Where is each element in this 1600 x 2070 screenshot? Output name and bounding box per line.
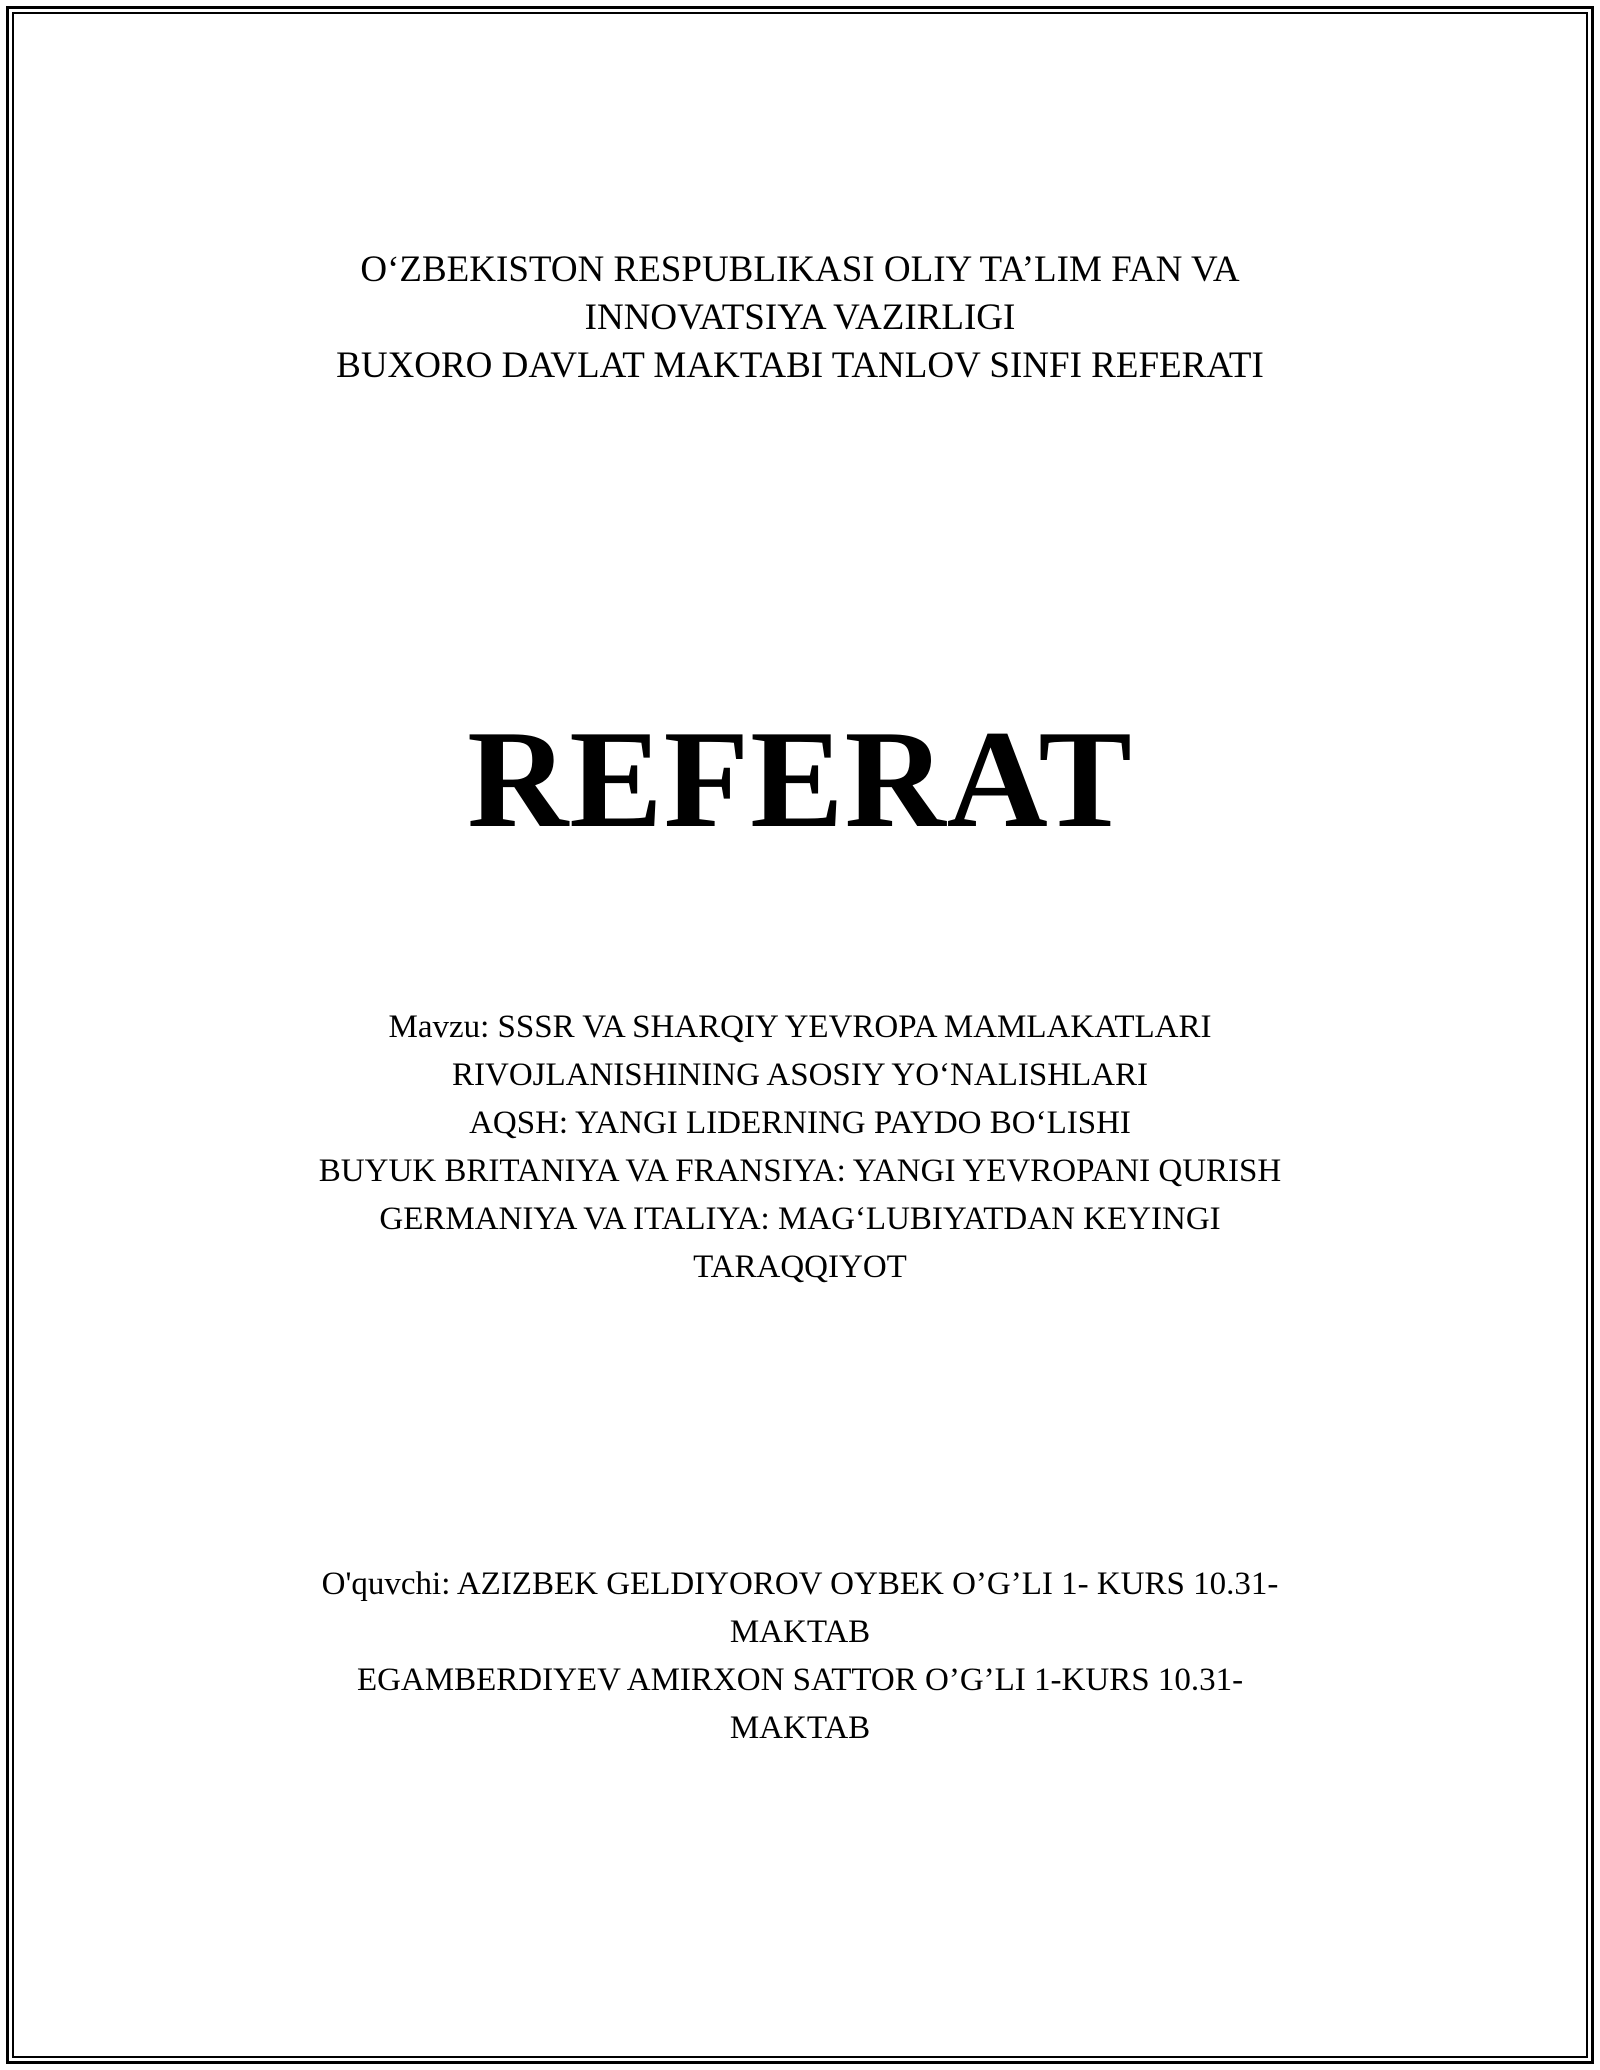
student-line: MAKTAB (729, 1614, 871, 1650)
student-line: MAKTAB (729, 1710, 871, 1746)
topic-line: Mavzu: SSSR VA SHARQIY YEVROPA MAMLAKATLARI (388, 1009, 1212, 1045)
topic-line: TARAQQIYOT (693, 1249, 907, 1285)
topic-line: RIVOJLANISHINING ASOSIY YO‘NALISHLARI (451, 1057, 1149, 1093)
topic-line: GERMANIYA VA ITALIYA: MAG‘LUBIYATDAN KEYINGI (379, 1201, 1221, 1237)
header-line: O‘ZBEKISTON RESPUBLIKASI OLIY TA’LIM FAN VA (360, 249, 1240, 290)
header-line: INNOVATSIYA VAZIRLIGI (584, 297, 1016, 338)
document-title: REFERAT (467, 702, 1133, 857)
student-line: O'quvchi: AZIZBEK GELDIYOROV OYBEK O’G’LI 1- KURS 10.31- (321, 1566, 1279, 1602)
header-line: BUXORO DAVLAT MAKTABI TANLOV SINFI REFERATI (336, 345, 1264, 386)
topic-section (0, 1003, 1600, 1291)
ministry-header (0, 246, 1600, 390)
topic-line: BUYUK BRITANIYA VA FRANSIYA: YANGI YEVROPANI QURISH (318, 1153, 1282, 1189)
topic-line: AQSH: YANGI LIDERNING PAYDO BO‘LISHI (469, 1105, 1131, 1141)
students-section (0, 1560, 1600, 1752)
student-line: EGAMBERDIYEV AMIRXON SATTOR O’G’LI 1-KURS 10.31- (356, 1662, 1244, 1698)
